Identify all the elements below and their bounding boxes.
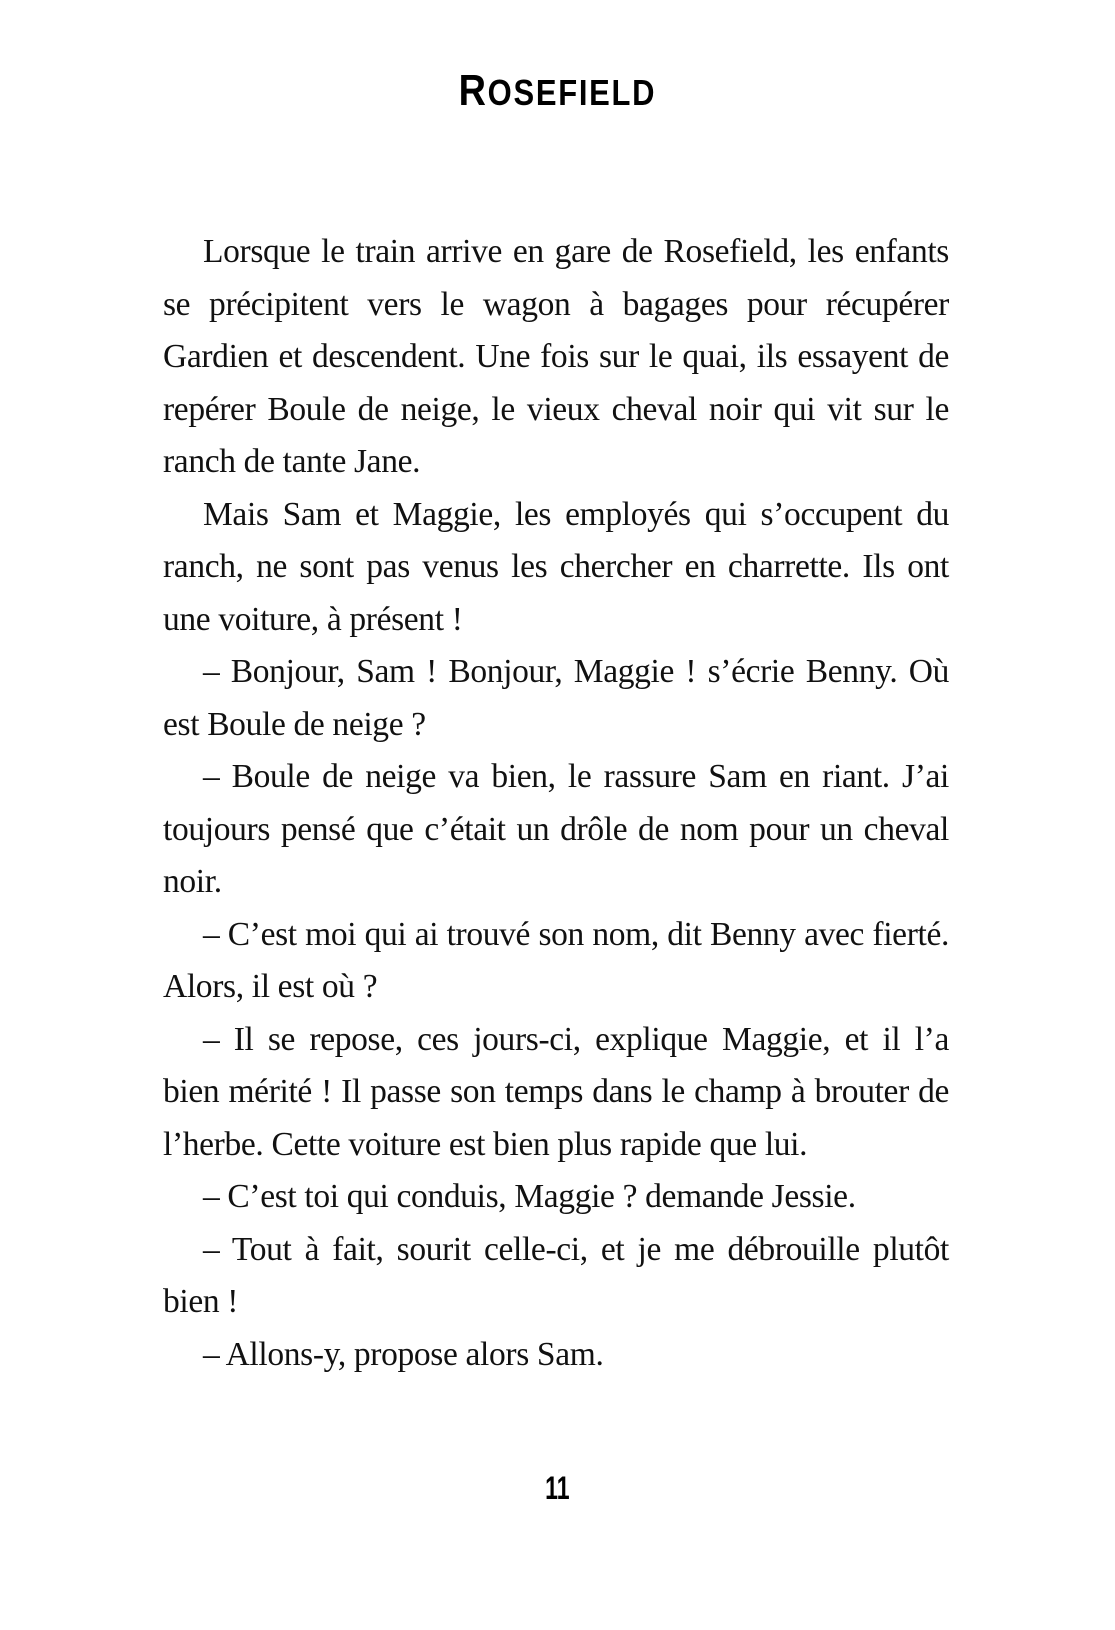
running-title-initial: R (458, 66, 488, 115)
paragraph: – C’est toi qui conduis, Maggie ? demande Jessie. (203, 1178, 856, 1215)
running-title (78, 66, 1037, 116)
paragraph: – Bonjour, Sam ! Bonjour, Maggie ! s’écrie Benny. Où est Boule de neige ? (163, 653, 949, 743)
running-title-rest: OSEFIELD (487, 72, 657, 113)
paragraph: – C’est moi qui ai trouvé son nom, dit Benny avec fierté. Alors, il est où ? (163, 915, 949, 1005)
body-text (163, 226, 949, 1381)
paragraph: Mais Sam et Maggie, les employés qui s’occupent du ranch, ne sont pas venus les chercher en charrette. Ils ont une voiture, à présent ! (163, 495, 949, 638)
paragraph: – Il se repose, ces jours-ci, explique Maggie, et il l’a bien mérité ! Il passe son temps dans le champ à brouter de l’herbe. Cette voiture est bien plus rapide que lui. (163, 1020, 949, 1163)
paragraph: – Tout à fait, sourit celle-ci, et je me débrouille plutôt bien ! (163, 1230, 949, 1320)
paragraph: Lorsque le train arrive en gare de Rosefield, les enfants se précipitent vers le wagon à bagages pour récupérer Gardien et descendent. Une fois sur le quai, ils essayent de repérer Boule de neige, le vieux cheval noir qui vit sur le ranch de tante Jane. (163, 233, 949, 480)
paragraph: – Allons-y, propose alors Sam. (203, 1335, 604, 1373)
paragraph: – Boule de neige va bien, le rassure Sam en riant. J’ai toujours pensé que c’était un drôle de nom pour un cheval noir. (163, 758, 949, 900)
page-number: 11 (545, 1470, 570, 1506)
